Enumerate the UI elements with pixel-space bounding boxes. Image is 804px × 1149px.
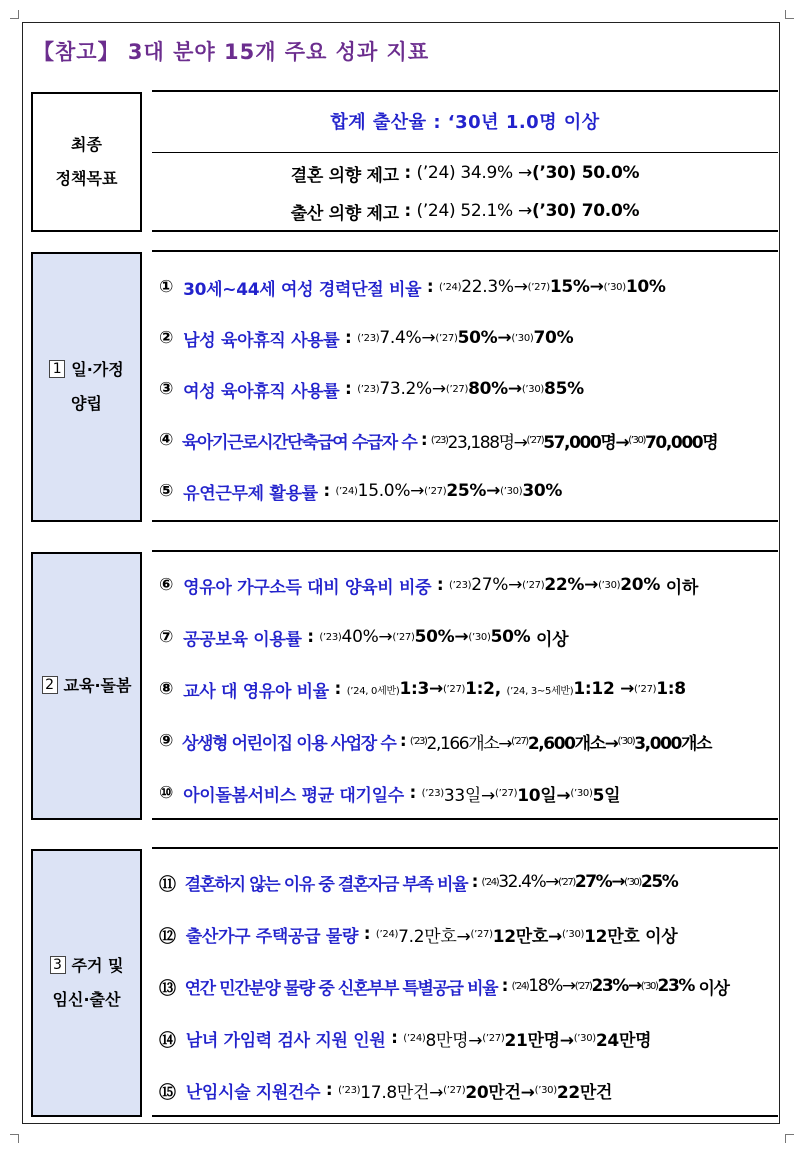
final-goal-box	[152, 90, 778, 232]
indicator-base-value: 23,188명→	[447, 432, 527, 453]
indicator-year-tag: (’24)	[403, 1032, 426, 1044]
indicator-colon: :	[431, 575, 450, 595]
indicator-label: 남녀 가임력 검사 지원 인원	[185, 1030, 386, 1051]
indicator-year-tag: (’27)	[470, 928, 493, 940]
indicator-colon: :	[395, 731, 410, 751]
indicator-number-mark: ⑪	[159, 874, 175, 895]
indicator-year-tag: (’30)	[640, 980, 658, 992]
indicator-target-value: 80%→	[468, 379, 522, 399]
indicator-year-tag: (’24, 3~5세반)	[506, 685, 574, 697]
indicator-target-value: 70,000명	[645, 432, 718, 453]
indicator-number-mark: ⑬	[159, 978, 175, 999]
indicator-target-value: 3,000개소	[634, 733, 712, 754]
indicator-year-tag: (’27)	[558, 876, 575, 888]
indicator-year-tag: (’30)	[598, 579, 621, 591]
indicator-target-value: 22만건	[556, 1082, 613, 1103]
indicator-year-tag: (’23)	[421, 787, 444, 799]
indicator-row	[159, 867, 778, 897]
indicator-target-value: 이상	[694, 978, 729, 999]
section-number: 1	[49, 360, 65, 378]
indicator-colon: :	[358, 924, 376, 944]
indicator-year-tag: (’24)	[511, 980, 529, 992]
indicator-row	[159, 726, 778, 756]
indicator-year-tag: (’27)	[392, 631, 415, 643]
indicator-year-tag: (’30)	[624, 876, 641, 888]
indicator-colon: :	[403, 783, 422, 803]
section-label-line2: 양립	[71, 394, 102, 413]
indicator-row	[159, 919, 778, 949]
indicator-colon: :	[301, 627, 320, 647]
sub2-base: (’24) 52.1% →	[416, 201, 532, 221]
indicator-target-value: 2,600개소→	[527, 733, 618, 754]
section-label-line1: 교육·돌봄	[63, 676, 132, 695]
indicator-colon: :	[421, 277, 439, 297]
section-label-box-2	[31, 552, 142, 820]
indicator-target-value: 20%	[620, 575, 661, 595]
indicator-target-value: 50%→	[414, 627, 469, 647]
indicator-target-value: 30%	[522, 481, 563, 501]
indicator-year-tag: (’30)	[500, 485, 523, 497]
indicator-row	[159, 622, 778, 652]
indicator-target-value: 20만건→	[465, 1082, 535, 1103]
indicator-label: 출산가구 주택공급 물량	[185, 926, 359, 947]
indicator-target-value: 이상	[530, 629, 569, 650]
indicator-number-mark: ⑤	[159, 481, 174, 501]
page-title: 【참고】 3대 분야 15개 주요 성과 지표	[33, 40, 430, 64]
indicator-year-tag: (’23)	[319, 631, 342, 643]
indicator-label: 상생형 어린이집 이용 사업장 수	[182, 733, 396, 754]
indicator-year-tag: (’30)	[521, 383, 545, 395]
indicator-base-value: 18%→	[528, 976, 575, 996]
indicator-year-tag: (’27)	[445, 383, 469, 395]
sub1-colon: :	[398, 163, 417, 183]
indicator-target-value: 70%	[533, 328, 574, 348]
indicator-colon: :	[317, 481, 336, 501]
indicator-colon: :	[467, 872, 482, 892]
indicator-row	[159, 374, 778, 404]
indicator-base-value: 32.4%→	[498, 872, 559, 892]
indicator-number-mark: ①	[159, 277, 174, 297]
indicator-colon: :	[385, 1028, 404, 1048]
indicator-year-tag: (’23)	[430, 434, 448, 446]
indicator-target-value: 50%	[490, 627, 531, 647]
indicator-target-value: 21만명→	[504, 1030, 574, 1051]
indicator-target-value: 5일	[592, 785, 621, 806]
indicator-number-mark: ⑮	[159, 1082, 176, 1103]
indicator-row	[159, 323, 778, 353]
indicator-target-value: 1:2,	[465, 679, 507, 699]
indicator-year-tag: (’30)	[573, 1032, 596, 1044]
indicator-number-mark: ⑩	[159, 783, 174, 803]
indicator-label: 연간 민간분양 물량 중 신혼부부 특별공급 비율	[184, 978, 498, 999]
indicator-number-mark: ⑭	[159, 1030, 176, 1051]
indicator-year-tag: (’30)	[511, 332, 534, 344]
crop-mark-top-right	[785, 10, 794, 19]
indicator-label: 결혼하지 않는 이유 중 결혼자금 부족 비율	[184, 874, 468, 895]
final-goal-label-line2: 정책목표	[55, 169, 118, 188]
indicator-base-value: 33일→	[443, 785, 495, 806]
crop-mark-bottom-left	[10, 1134, 19, 1143]
section-label-box-1	[31, 252, 142, 522]
indicator-label: 육아기근로시간단축급여 수급자 수	[182, 432, 417, 453]
indicator-year-tag: (’24)	[481, 876, 499, 888]
indicator-year-tag: (’27)	[527, 281, 550, 293]
indicator-target-value: 10일→	[517, 785, 571, 806]
section-label-line1: 주거 및	[71, 956, 124, 975]
indicator-number-mark: ⑫	[159, 926, 176, 947]
indicator-year-tag: (’27)	[424, 485, 447, 497]
indicator-row	[159, 778, 778, 808]
indicator-year-tag: (’30)	[603, 281, 626, 293]
indicator-colon: :	[339, 328, 358, 348]
sub2-target: (’30) 70.0%	[531, 201, 640, 221]
indicator-colon: :	[320, 1080, 339, 1100]
section-number: 3	[50, 956, 66, 974]
indicator-number-mark: ⑧	[159, 679, 174, 699]
indicator-row	[159, 971, 778, 1001]
sub2-colon: :	[398, 201, 417, 221]
indicator-target-value: 23%→	[591, 976, 641, 996]
indicator-year-tag: (’27)	[482, 1032, 505, 1044]
sub2-label: 출산 의향 제고	[290, 203, 399, 224]
indicator-label: 유연근무제 활용률	[183, 483, 318, 504]
indicator-year-tag: (’23)	[409, 735, 427, 747]
indicator-label: 난임시술 지원건수	[185, 1082, 321, 1103]
indicator-year-tag: (’24)	[438, 281, 462, 293]
final-goal-label-box	[31, 92, 142, 232]
indicator-base-value: 22.3%→	[461, 277, 528, 297]
indicator-target-value: 1:12 →	[573, 679, 635, 699]
indicator-year-tag: (’27)	[522, 579, 545, 591]
indicator-year-tag: (’27)	[443, 1084, 466, 1096]
indicator-colon: :	[339, 379, 358, 399]
indicator-label: 영유아 가구소득 대비 양육비 비중	[183, 577, 432, 598]
indicator-target-value: 이하	[660, 577, 698, 598]
indicator-year-tag: (’27)	[511, 735, 528, 747]
indicator-year-tag: (’30)	[570, 787, 593, 799]
sub1-target: (’30) 50.0%	[531, 163, 640, 183]
indicator-year-tag: (’23)	[357, 332, 380, 344]
indicator-number-mark: ⑦	[159, 627, 174, 647]
indicator-base-value: 8만명→	[425, 1030, 483, 1051]
indicator-row	[159, 425, 778, 455]
indicator-number-mark: ⑥	[159, 575, 174, 595]
indicator-row	[159, 476, 778, 506]
indicator-number-mark: ③	[159, 379, 174, 399]
section-label-line1: 일·가정	[71, 360, 124, 379]
indicator-year-tag: (’23)	[449, 579, 472, 591]
final-goal-sub1	[152, 158, 778, 188]
indicator-year-tag: (’27)	[495, 787, 518, 799]
indicator-year-tag: (’27)	[435, 332, 458, 344]
indicator-target-value: 57,000명→	[543, 432, 629, 453]
indicator-year-tag: (’27)	[442, 683, 466, 695]
section-indicators-box-1	[152, 250, 778, 522]
indicator-year-tag: (’23)	[357, 383, 380, 395]
indicator-row	[159, 570, 778, 600]
indicator-target-value: 12만호→	[492, 926, 562, 947]
indicator-base-value: 15.0%→	[357, 481, 425, 501]
indicator-row	[159, 674, 778, 704]
indicator-label: 30세~44세 여성 경력단절 비율	[183, 279, 422, 300]
indicator-target-value: 1:8	[656, 679, 686, 699]
indicator-base-value: 40%→	[341, 627, 393, 647]
indicator-colon: :	[416, 430, 431, 450]
indicator-year-tag: (’30)	[617, 735, 635, 747]
indicator-year-tag: (’30)	[561, 928, 585, 940]
indicator-row	[159, 1023, 778, 1053]
indicator-colon: :	[497, 976, 512, 996]
indicator-target-value: 27%→	[574, 872, 625, 892]
indicator-base-value: 7.2만호→	[398, 926, 471, 947]
indicator-target-value: 25%→	[446, 481, 501, 501]
indicator-year-tag: (’30)	[628, 434, 645, 446]
indicator-target-value: 24만명	[595, 1030, 652, 1051]
indicator-target-value: 12만호 이상	[584, 926, 678, 947]
sub1-base: (’24) 34.9% →	[416, 163, 532, 183]
indicator-base-value: 27%→	[471, 575, 523, 595]
indicator-year-tag: (’30)	[534, 1084, 557, 1096]
indicator-year-tag: (’23)	[338, 1084, 361, 1096]
final-goal-main-text: 합계 출산율 : ‘30년 1.0명 이상	[330, 112, 600, 133]
crop-mark-bottom-right	[785, 1134, 794, 1143]
indicator-target-value: 1:3→	[399, 679, 443, 699]
indicator-label: 남성 육아휴직 사용률	[183, 330, 340, 351]
indicator-base-value: 7.4%→	[379, 328, 436, 348]
indicator-base-value: 17.8만건→	[360, 1082, 444, 1103]
final-goal-label-line1: 최종	[71, 135, 102, 154]
indicator-number-mark: ②	[159, 328, 174, 348]
sub1-label: 결혼 의향 제고	[290, 165, 399, 186]
indicator-label: 여성 육아휴직 사용률	[183, 381, 340, 402]
indicator-target-value: 85%	[544, 379, 584, 399]
indicator-base-value: 2,166개소→	[426, 733, 512, 754]
section-indicators-box-3	[152, 847, 778, 1117]
indicator-year-tag: (’30)	[468, 631, 491, 643]
indicator-year-tag: (’24, 0세반)	[346, 685, 400, 697]
indicator-row	[159, 1075, 778, 1105]
crop-mark-top-left	[10, 10, 19, 19]
indicator-year-tag: (’27)	[574, 980, 592, 992]
indicator-year-tag: (’27)	[634, 683, 657, 695]
indicator-target-value: 25%	[640, 872, 678, 892]
indicator-number-mark: ④	[159, 430, 172, 450]
indicator-year-tag: (’24)	[335, 485, 358, 497]
indicator-base-value: 73.2%→	[379, 379, 446, 399]
final-goal-sub2	[152, 196, 778, 226]
final-goal-divider	[152, 152, 778, 153]
indicator-target-value: 23%	[657, 976, 695, 996]
indicator-colon: :	[328, 679, 347, 699]
indicator-label: 공공보육 이용률	[183, 629, 302, 650]
indicator-label: 아이돌봄서비스 평균 대기일수	[183, 785, 404, 806]
indicator-target-value: 10%	[625, 277, 666, 297]
section-label-box-3	[31, 849, 142, 1117]
indicator-target-value: 15%→	[549, 277, 604, 297]
final-goal-main	[152, 106, 778, 136]
indicator-year-tag: (’24)	[375, 928, 399, 940]
indicator-number-mark: ⑨	[159, 731, 172, 751]
indicator-row	[159, 272, 778, 302]
indicator-year-tag: (’27)	[526, 434, 544, 446]
section-number: 2	[42, 676, 58, 694]
indicator-target-value: 50%→	[457, 328, 512, 348]
indicator-label: 교사 대 영유아 비율	[183, 681, 329, 702]
section-indicators-box-2	[152, 550, 778, 820]
section-label-line2: 임신·출산	[52, 990, 121, 1009]
indicator-target-value: 22%→	[544, 575, 599, 595]
